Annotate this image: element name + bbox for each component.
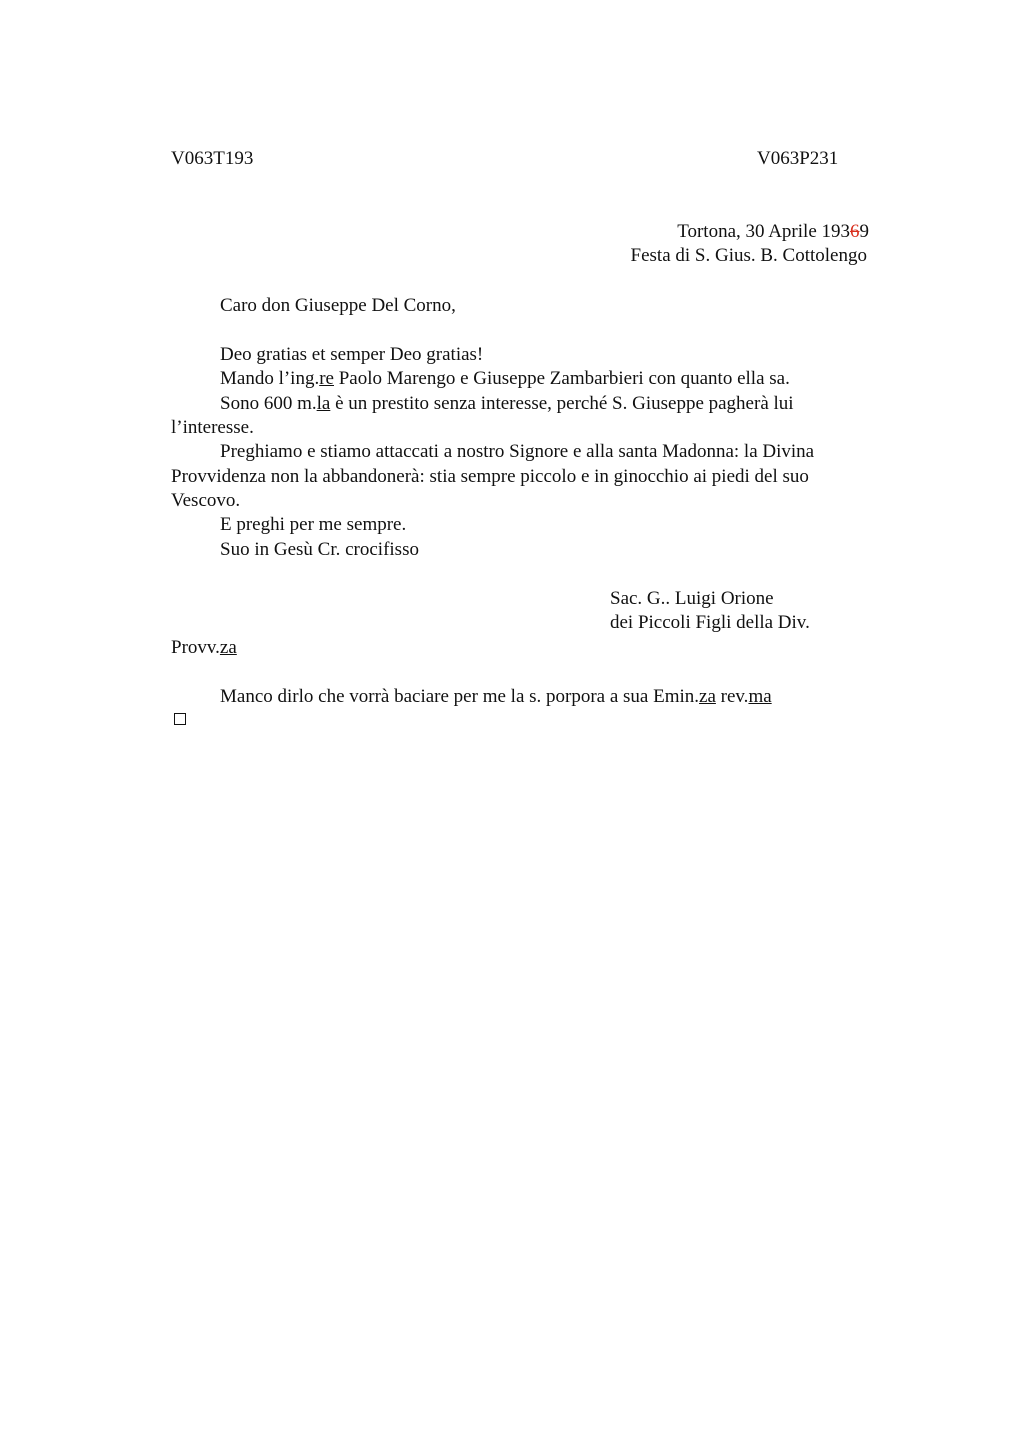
date-line (677, 220, 869, 244)
signature-line-3 (171, 636, 237, 660)
body-line-3-rest: è un prestito senza interesse, perché S. Giuseppe pagherà lui (330, 393, 794, 414)
postscript-text: Manco dirlo che vorrà baciare per me la s. porpora a sua Emin. (220, 686, 700, 707)
body-line-3 (220, 392, 794, 416)
postscript-abbrev-2: ma (748, 686, 772, 707)
signature-line-3-abbrev: za (219, 637, 237, 658)
date-struck-digit: 6 (850, 221, 860, 242)
signature-line-2: dei Piccoli Figli della Div. (610, 612, 810, 633)
body-line-4: l’interesse. (171, 417, 254, 438)
feast-line: Festa di S. Gius. B. Cottolengo (630, 245, 867, 266)
body-line-7: Vescovo. (171, 490, 241, 511)
body-line-3-text: Sono 600 m. (220, 393, 317, 414)
postscript-text-2: rev. (715, 686, 749, 707)
body-line-1: Deo gratias et semper Deo gratias! (220, 344, 484, 365)
empty-box-icon (174, 713, 186, 725)
body-line-2-text: Mando l’ing. (220, 368, 320, 389)
salutation: Caro don Giuseppe Del Corno, (220, 295, 456, 316)
postscript-abbrev-1: za (699, 686, 716, 707)
body-line-5: Preghiamo e stiamo attaccati a nostro Signore e alla santa Madonna: la Divina (220, 441, 815, 462)
date-last-digit: 9 (859, 221, 869, 242)
body-line-2 (220, 367, 790, 391)
body-line-2-rest: Paolo Marengo e Giuseppe Zambarbieri con quanto ella sa. (333, 368, 790, 389)
signature-line-3-text: Provv. (171, 637, 220, 658)
body-line-8: E preghi per me sempre. (220, 514, 407, 535)
body-line-9: Suo in Gesù Cr. crocifisso (220, 539, 419, 560)
document-code-left: V063T193 (171, 148, 254, 169)
postscript (220, 685, 772, 709)
body-line-6: Provvidenza non la abbandonerà: stia sempre piccolo e in ginocchio ai piedi del suo (171, 466, 809, 487)
document-code-right: V063P231 (757, 148, 839, 169)
date-prefix: Tortona, 30 Aprile 193 (677, 221, 850, 242)
body-line-3-abbrev: la (316, 393, 331, 414)
signature-line-1: Sac. G.. Luigi Orione (610, 588, 774, 609)
body-line-2-abbrev: re (319, 368, 334, 389)
